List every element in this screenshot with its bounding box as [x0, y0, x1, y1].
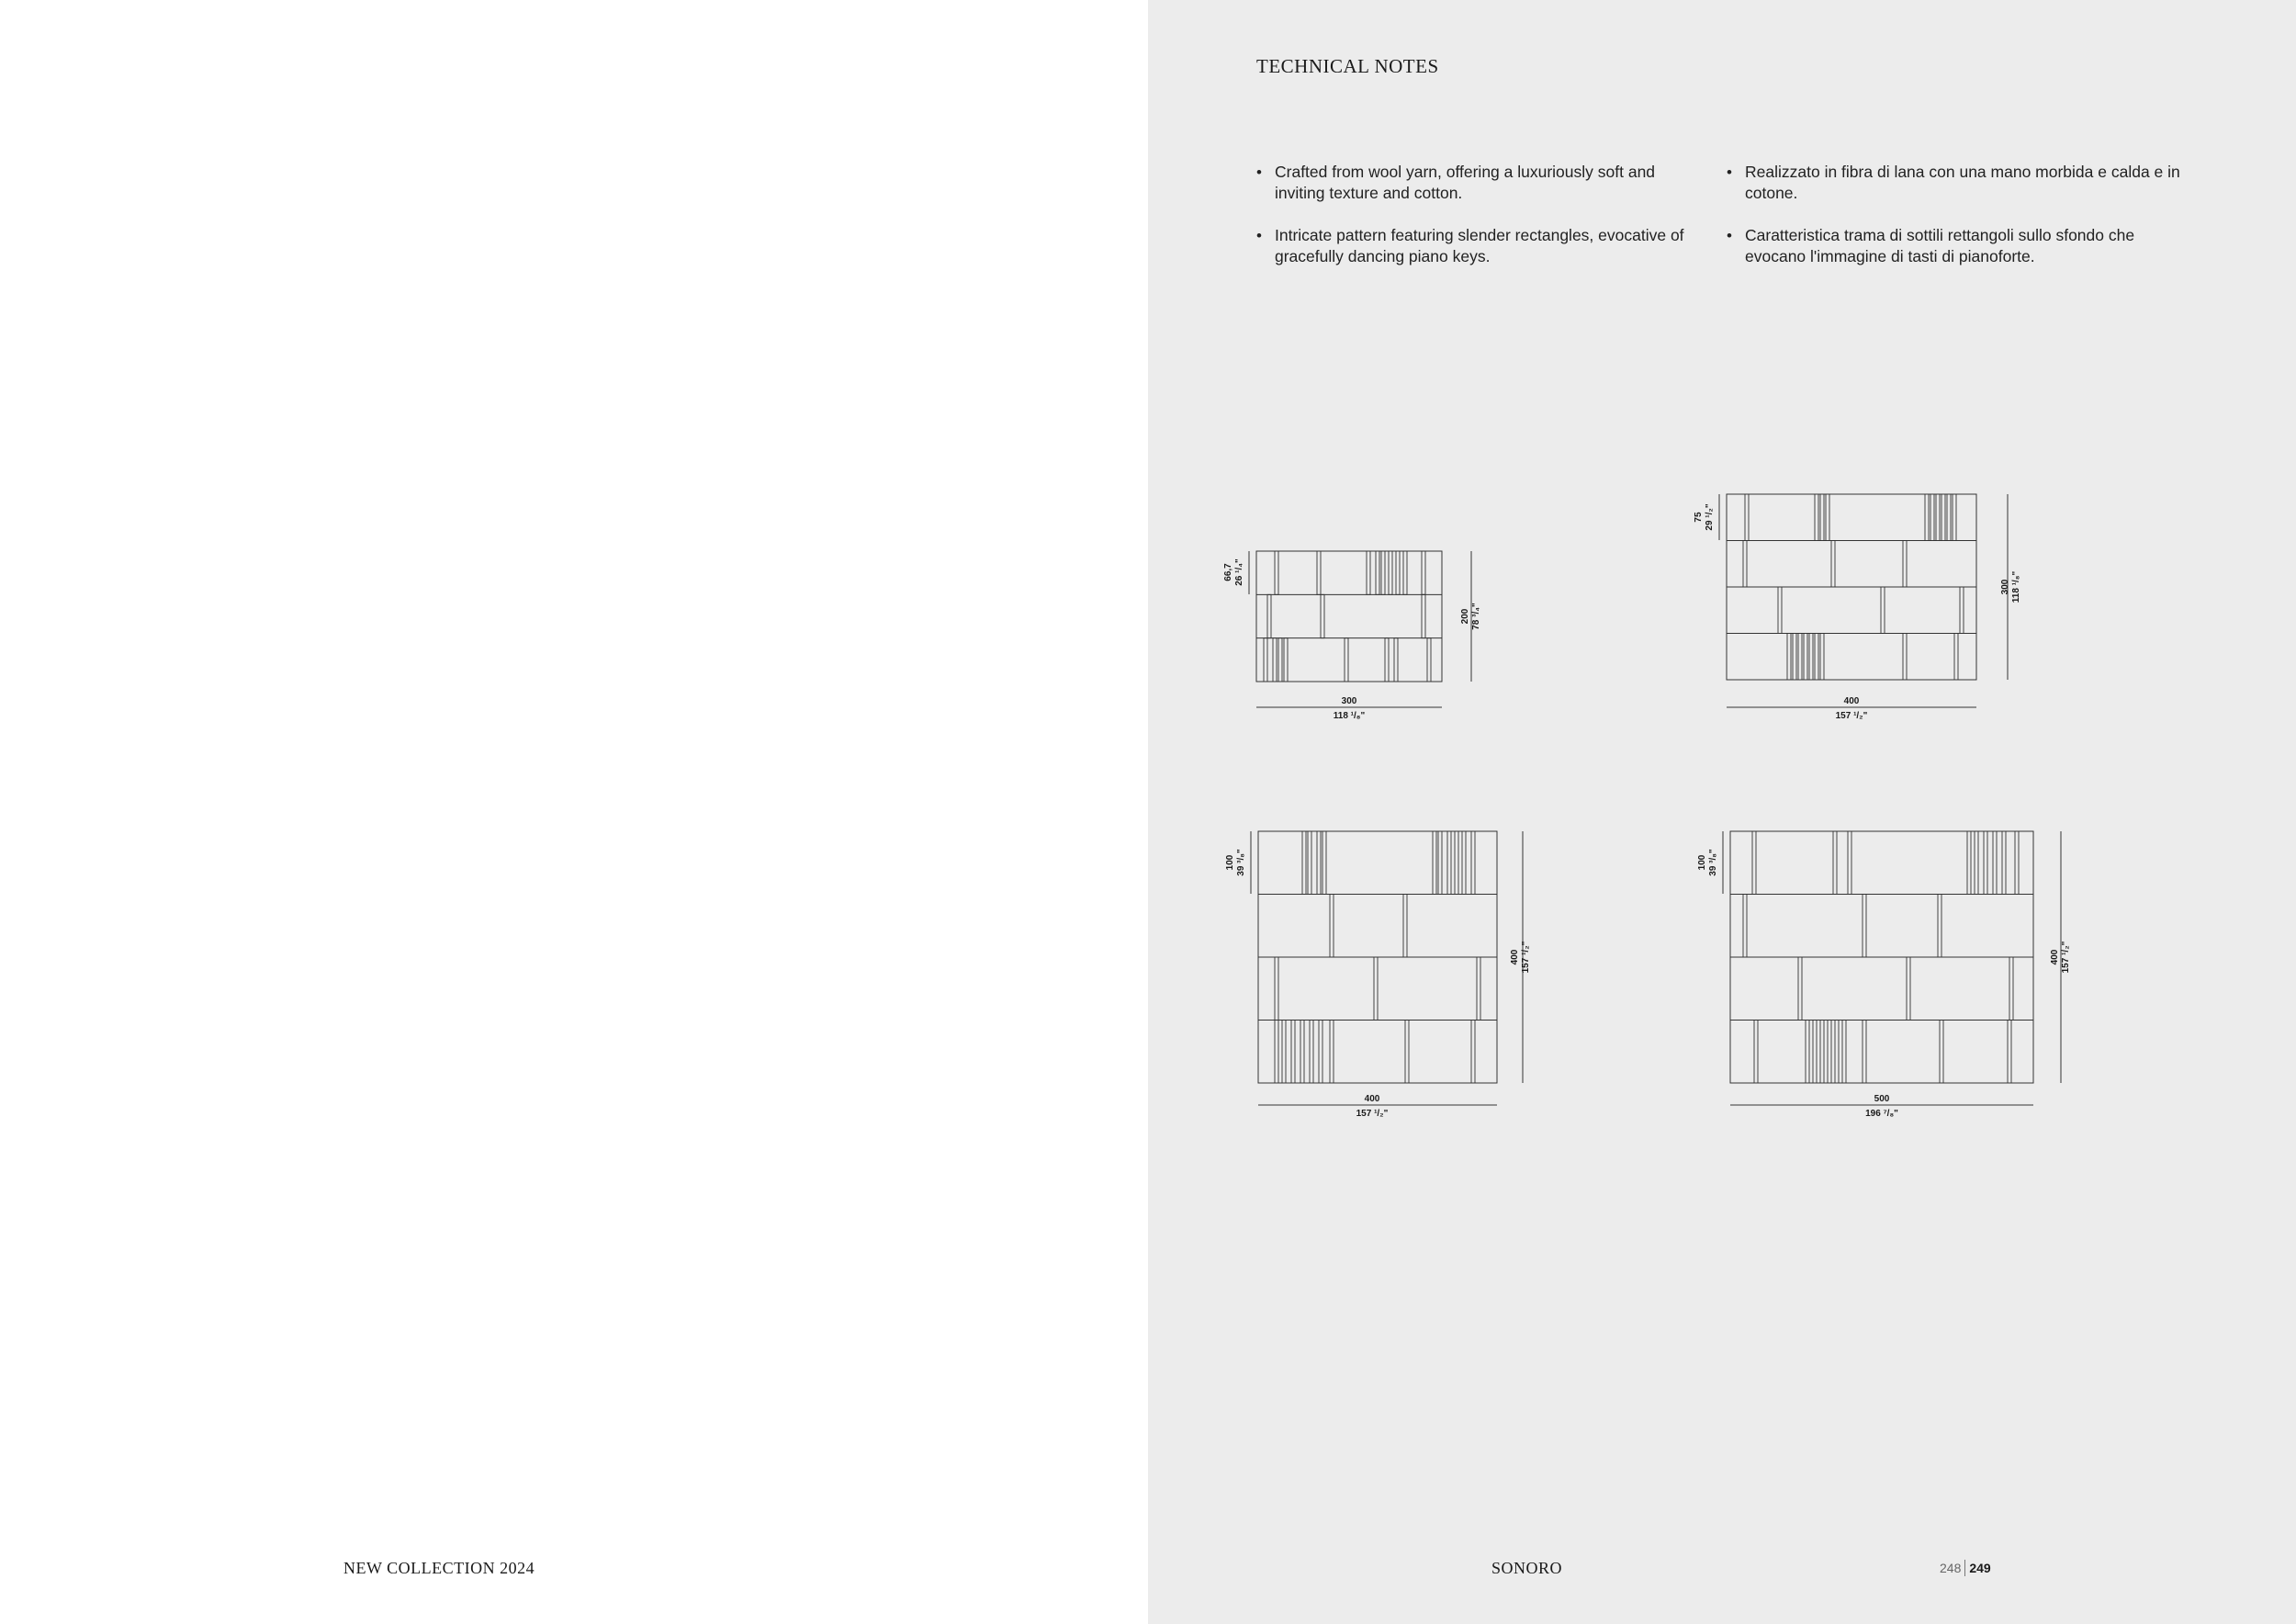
- rug-drawing-500x400: [1730, 831, 2033, 1083]
- rug-key-strip: [1936, 494, 1940, 541]
- rug-diagram-400x300: [1681, 487, 2020, 726]
- row-height-cm-label: 66,7: [1223, 563, 1233, 581]
- rug-key-strip: [1815, 494, 1818, 541]
- rug-diagram-400x400: [1212, 822, 1552, 1125]
- rug-key-strip: [2002, 831, 2006, 895]
- rug-key-strip: [1833, 831, 1837, 895]
- height-dimension-400x300: [2000, 494, 2021, 680]
- row-dimension-400x300: [1694, 494, 1719, 540]
- rug-drawing-300x200: [1256, 551, 1442, 682]
- note-it-2: • Caratteristica trama di sottili rettangoli sullo sfondo che evocano l'immagine di tasti di pianoforte.: [1727, 225, 2180, 267]
- rug-key-strip: [1367, 551, 1370, 594]
- rug-key-strip: [1806, 1021, 1809, 1084]
- page-number-separator: [1964, 1560, 1965, 1576]
- rug-key-strip: [1835, 1021, 1839, 1084]
- note-it-1: • Realizzato in fibra di lana con una mano morbida e calda e in cotone.: [1727, 162, 2180, 204]
- rug-key-strip: [1264, 638, 1267, 682]
- rug-drawing-400x300: [1727, 494, 1976, 680]
- rug-key-strip: [1960, 587, 1964, 634]
- rug-key-strip: [1455, 831, 1458, 895]
- rug-key-strip: [1940, 1021, 1943, 1084]
- width-dimension-400x300: [1727, 696, 1976, 721]
- rug-key-strip: [1903, 634, 1907, 681]
- rug-key-strip: [1477, 957, 1480, 1021]
- rug-key-strip: [1267, 594, 1271, 637]
- rug-key-strip: [1427, 638, 1431, 682]
- rug-key-strip: [1984, 831, 1987, 895]
- rug-key-strip: [1284, 638, 1288, 682]
- rug-key-strip: [1881, 587, 1885, 634]
- rug-key-strip: [1953, 494, 1956, 541]
- rug-key-strip: [1275, 957, 1278, 1021]
- height-in-label: 118 ¹/₈": [2011, 570, 2021, 603]
- technical-notes-title: TECHNICAL NOTES: [1256, 55, 1439, 77]
- rug-key-strip: [1278, 638, 1282, 682]
- row-dimension-300x200: [1223, 551, 1249, 594]
- width-in-label: 196 ⁷/₈": [1865, 1109, 1898, 1119]
- row-height-in-label: 29 ¹/₂": [1705, 503, 1715, 531]
- rug-key-strip: [2015, 831, 2019, 895]
- italian-notes-list: [1727, 162, 2180, 288]
- rug-key-strip: [1831, 541, 1835, 588]
- width-in-label: 157 ¹/₂": [1835, 711, 1868, 721]
- rug-key-strip: [1319, 1021, 1322, 1084]
- rug-key-strip: [1317, 831, 1321, 895]
- rug-key-strip: [1381, 551, 1385, 594]
- rug-key-strip: [1848, 831, 1851, 895]
- rug-key-strip: [1967, 831, 1971, 895]
- rug-key-strip: [1778, 587, 1782, 634]
- width-in-label: 157 ¹/₂": [1356, 1109, 1389, 1119]
- rug-key-strip: [1422, 551, 1425, 594]
- rug-key-strip: [1820, 1021, 1824, 1084]
- row-height-cm-label: 100: [1697, 854, 1707, 871]
- rug-key-strip: [1954, 634, 1958, 681]
- rug-key-strip: [1275, 1021, 1278, 1084]
- width-dimension-500x400: [1730, 1094, 2033, 1119]
- footer-collection-title: NEW COLLECTION 2024: [343, 1559, 535, 1577]
- height-in-label: 157 ¹/₂": [2061, 941, 2071, 974]
- height-cm-label: 400: [2050, 949, 2060, 965]
- rug-key-strip: [1322, 831, 1326, 895]
- note-en-1: • Crafted from wool yarn, offering a luxuriously soft and inviting texture and cotton.: [1256, 162, 1701, 204]
- rug-key-strip: [1403, 895, 1407, 958]
- rug-key-strip: [1396, 551, 1400, 594]
- rug-key-strip: [1826, 494, 1829, 541]
- row-height-in-label: 39 ³/₈": [1708, 849, 1718, 876]
- rug-key-strip: [1275, 551, 1278, 594]
- rug-diagram-300x200: [1212, 542, 1497, 726]
- rug-key-strip: [1345, 638, 1348, 682]
- rug-key-strip: [1743, 895, 1747, 958]
- rug-key-strip: [1815, 634, 1818, 681]
- rug-key-strip: [1925, 494, 1929, 541]
- rug-key-strip: [1376, 551, 1379, 594]
- rug-key-strip: [2008, 1021, 2011, 1084]
- rug-key-strip: [1462, 831, 1466, 895]
- page-numbers: [1940, 1560, 1991, 1576]
- rug-key-strip: [1282, 1021, 1286, 1084]
- width-dimension-400x400: [1258, 1094, 1497, 1119]
- rug-key-strip: [1903, 541, 1907, 588]
- rug-key-strip: [1798, 957, 1802, 1021]
- rug-key-strip: [1308, 831, 1311, 895]
- rug-key-strip: [1975, 831, 1978, 895]
- rug-key-strip: [1820, 494, 1824, 541]
- rug-key-strip: [1438, 831, 1442, 895]
- rug-key-strip: [1828, 1021, 1831, 1084]
- rug-key-strip: [1793, 634, 1796, 681]
- rug-key-strip: [1471, 1021, 1475, 1084]
- width-cm-label: 300: [1341, 696, 1357, 706]
- footer-brand-name: SONORO: [1491, 1559, 1563, 1577]
- row-dimension-500x400: [1697, 831, 1723, 894]
- width-cm-label: 400: [1364, 1094, 1380, 1104]
- rug-key-strip: [1471, 831, 1475, 895]
- rug-key-strip: [1907, 957, 1910, 1021]
- rug-key-strip: [1447, 831, 1451, 895]
- width-cm-label: 500: [1874, 1094, 1890, 1104]
- rug-key-strip: [1745, 494, 1749, 541]
- row-height-cm-label: 75: [1694, 512, 1704, 523]
- rug-key-strip: [1813, 1021, 1817, 1084]
- height-in-label: 78 ³/₄": [1471, 603, 1481, 630]
- rug-key-strip: [2009, 957, 2013, 1021]
- rug-key-strip: [1394, 638, 1398, 682]
- height-cm-label: 400: [1510, 949, 1520, 965]
- rug-key-strip: [1804, 634, 1807, 681]
- row-height-in-label: 39 ³/₈": [1236, 849, 1246, 876]
- height-cm-label: 300: [2000, 579, 2010, 595]
- page-number-right: 249: [1969, 1561, 1991, 1575]
- rug-key-strip: [1842, 1021, 1846, 1084]
- rug-key-strip: [1947, 494, 1951, 541]
- height-dimension-300x200: [1460, 551, 1481, 682]
- width-dimension-300x200: [1256, 696, 1442, 721]
- rug-diagram-500x400: [1684, 822, 2088, 1125]
- row-height-cm-label: 100: [1225, 854, 1235, 871]
- width-cm-label: 400: [1843, 696, 1860, 706]
- rug-key-strip: [1930, 494, 1934, 541]
- rug-key-strip: [1403, 551, 1407, 594]
- rug-key-strip: [1389, 551, 1392, 594]
- rug-key-strip: [1752, 831, 1756, 895]
- height-dimension-400x400: [1510, 831, 1531, 1083]
- rug-key-strip: [1374, 957, 1378, 1021]
- rug-key-strip: [1321, 594, 1324, 637]
- rug-key-strip: [1300, 1021, 1304, 1084]
- rug-key-strip: [1405, 1021, 1409, 1084]
- row-dimension-400x400: [1225, 831, 1251, 894]
- rug-key-strip: [1291, 1021, 1295, 1084]
- rug-key-strip: [1310, 1021, 1313, 1084]
- english-notes-list: [1256, 162, 1701, 288]
- rug-key-strip: [1743, 541, 1747, 588]
- rug-key-strip: [1863, 895, 1866, 958]
- page-number-left: 248: [1940, 1561, 1962, 1575]
- height-dimension-500x400: [2050, 831, 2071, 1083]
- rug-key-strip: [1863, 1021, 1866, 1084]
- rug-key-strip: [1993, 831, 1997, 895]
- height-cm-label: 200: [1460, 608, 1470, 625]
- rug-key-strip: [1385, 638, 1389, 682]
- rug-key-strip: [1820, 634, 1824, 681]
- rug-key-strip: [1273, 638, 1277, 682]
- rug-key-strip: [1941, 494, 1945, 541]
- rug-key-strip: [1754, 1021, 1758, 1084]
- rug-drawing-400x400: [1258, 831, 1497, 1083]
- rug-key-strip: [1433, 831, 1436, 895]
- row-height-in-label: 26 ¹/₄": [1234, 558, 1244, 586]
- note-en-2: • Intricate pattern featuring slender rectangles, evocative of gracefully dancing piano keys.: [1256, 225, 1701, 267]
- rug-key-strip: [1938, 895, 1941, 958]
- rug-key-strip: [1809, 634, 1813, 681]
- width-in-label: 118 ¹/₈": [1333, 711, 1366, 721]
- height-in-label: 157 ¹/₂": [1521, 941, 1531, 974]
- rug-key-strip: [1330, 895, 1334, 958]
- rug-key-strip: [1302, 831, 1306, 895]
- rug-key-strip: [1798, 634, 1802, 681]
- rug-key-strip: [1330, 1021, 1334, 1084]
- rug-key-strip: [1787, 634, 1791, 681]
- rug-key-strip: [1317, 551, 1321, 594]
- rug-key-strip: [1422, 594, 1425, 637]
